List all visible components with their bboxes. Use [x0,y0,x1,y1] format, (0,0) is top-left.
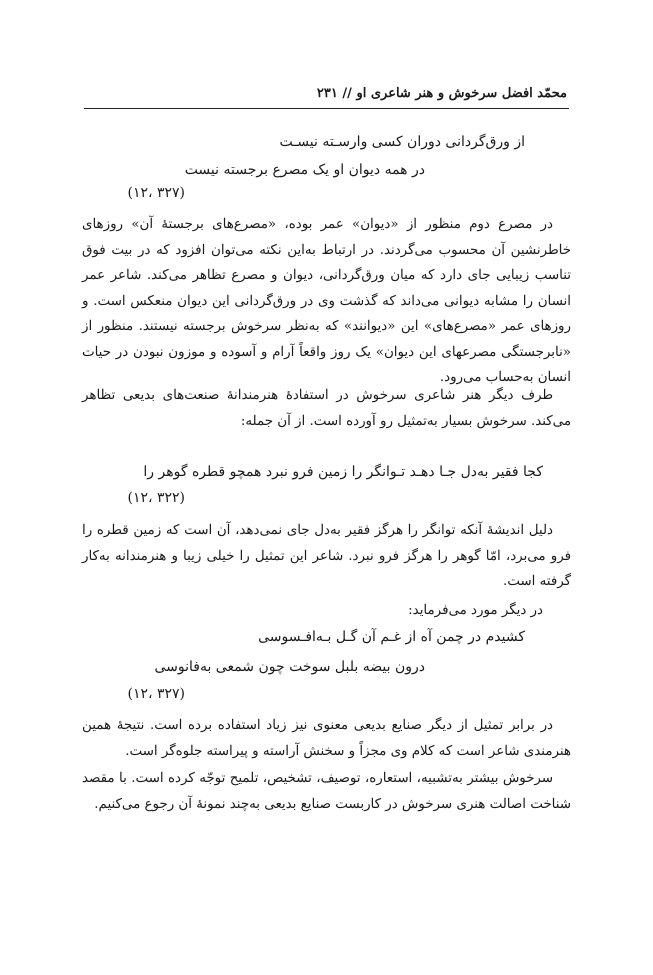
verse2-line1: کجا فقیر به‌دل جـا دهـد تـوانگر را زمین فرو نبرد همچو قطره گوهر را [143,464,543,480]
verse1-reference: (۳۲۷ ،۱۲) [127,185,185,201]
verse1-line2: در همه دیوان او یک مصرع برجسته نیست [184,162,425,178]
paragraph-2: طرف دیگر هنر شاعری سرخوش در استفادهٔ هنرمندانهٔ صنعت‌های بدیعی تظاهر می‌کند. سرخوش بسیار به‌تمثیل رو آورده است. از آن جمله: [82,388,571,429]
verse3-reference: (۳۲۷ ،۱۲) [127,686,185,702]
header-rule [84,108,569,109]
verse3-line1: کشیدم در چمن آه از غـم آن گـل بـه‌افـسوسی [258,629,525,645]
paragraph-1: در مصرع دوم منظور از «دیوان» عمر بوده، «مصرع‌های برجستهٔ آن» روزهای خاطرنشین آن محسوب می‌گردند. در ارتباط به‌این نکته می‌توان افزود که در بیت فوق تناسب زیبایی جای دارد که میان ورق‌گردانی، دیوان و مصرع تظاهر می‌کند. شاعر عمر انسان را مشابه دیوانی می‌داند که گذشت وی در ورق‌گردانی این دیوان منعکس است. و روزهای عمر «مصرع‌های» این «دیوانند» که به‌نظر سرخوش برجسته نیستند. منظور از «نابرجستگی مصرعهای این دیوان» یک روز واقعاً آرام و آسوده و موزون نبودن در حیات انسان به‌حساب می‌رود. [82,217,571,385]
paragraph-5: سرخوش بیشتر به‌تشبیه، استعاره، توصیف، تشخیص، تلمیح توجّه کرده است. با مقصد شناخت اصالت هنری سرخوش در کاربست صنایع بدیعی به‌چند نمونهٔ آن رجوع می‌کنیم. [82,771,571,812]
paragraph-4: در برابر تمثیل از دیگر صنایع بدیعی معنوی نیز زیاد استفاده برده است. نتیجهٔ همین هنرمندی شاعر است که کلام وی مجزاً و سخنش آراسته و پیراسته جلوه‌گر است. [82,718,571,759]
intro-line: در دیگر مورد می‌فرماید: [408,603,543,618]
verse1-line1: از ورق‌گردانی دوران کسی وارسـته نیسـت [279,134,525,150]
page-number: // ۲۳۱ [316,86,352,101]
running-header [86,86,567,106]
verse2-reference: (۳۲۲ ،۱۲) [127,490,185,506]
header-title: محمّد افضل سرخوش و هنر شاعری او [356,86,567,101]
paragraph-3: دلیل اندیشهٔ آنکه توانگر را هرگز فقیر به‌دل جای نمی‌دهد، آن است که زمین قطره را فرو می‌برد، امّا گوهر را هرگز فرو نبرد. شاعر این تمثیل را خیلی زیبا و هنرمندانه به‌کار گرفته است. [82,523,571,589]
verse3-line2: درون بیضه بلبل سوخت چون شمعی به‌فانوسی [154,659,425,675]
